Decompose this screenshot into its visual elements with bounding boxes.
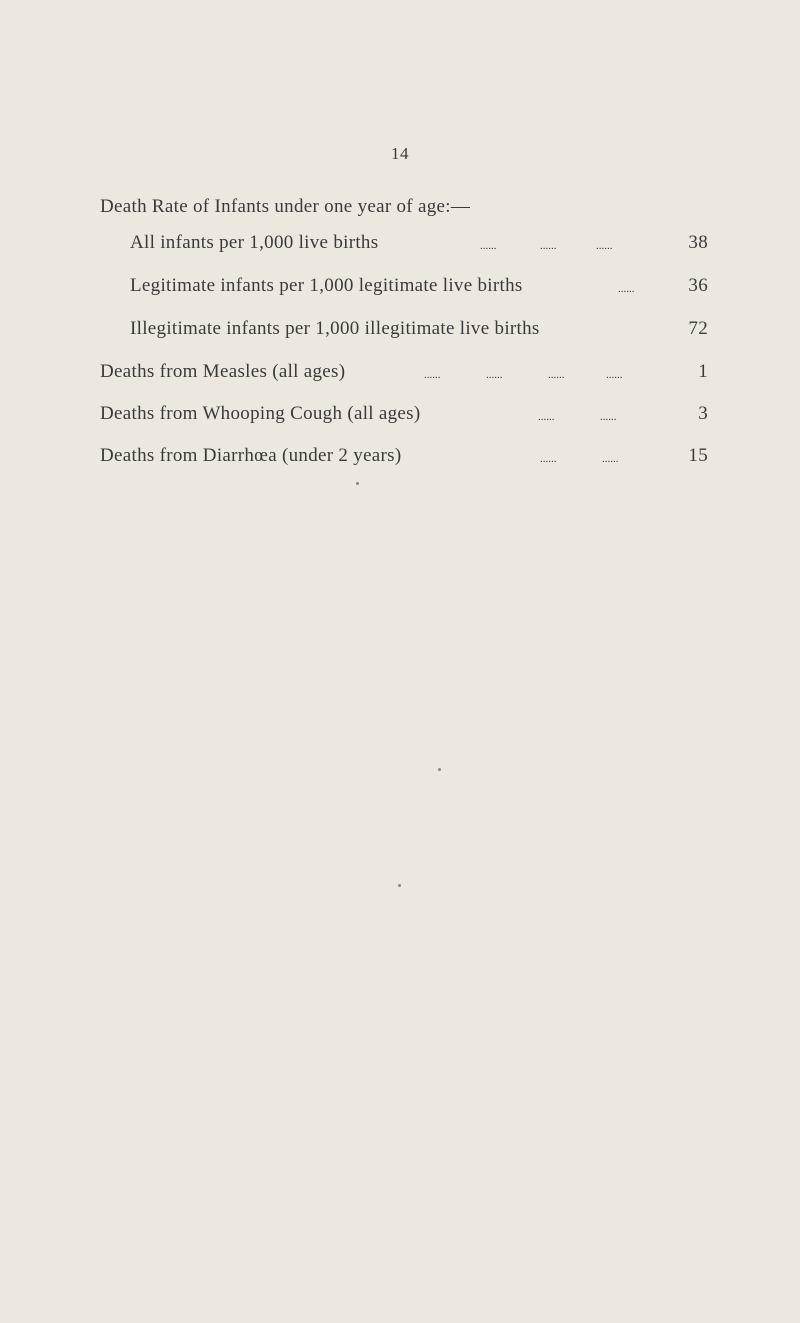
stat-label: Deaths from Measles (all ages): [100, 361, 346, 382]
section-heading: Death Rate of Infants under one year of age:—: [100, 196, 471, 217]
stat-row-all-infants: [0, 232, 800, 260]
stat-value: 72: [688, 318, 708, 339]
stat-value: 36: [688, 275, 708, 296]
leader-dots: ......: [480, 240, 497, 252]
stat-label: Illegitimate infants per 1,000 illegitimate live births: [130, 318, 540, 339]
stat-value: 3: [698, 403, 708, 424]
stat-row-measles: [0, 361, 800, 389]
stat-row-whooping-cough: [0, 403, 800, 431]
stat-label: Deaths from Diarrhœa (under 2 years): [100, 445, 402, 466]
stat-value: 1: [698, 361, 708, 382]
paper-speck: [356, 482, 359, 485]
leader-dots: ......: [538, 411, 555, 423]
leader-dots: ......: [424, 369, 441, 381]
stat-value: 15: [688, 445, 708, 466]
stat-row-diarrhoea: [0, 445, 800, 473]
stat-row-legitimate-infants: [0, 275, 800, 303]
leader-dots: ......: [540, 453, 557, 465]
stat-row-illegitimate-infants: [0, 318, 800, 346]
leader-dots: ......: [606, 369, 623, 381]
leader-dots: ......: [540, 240, 557, 252]
leader-dots: ......: [548, 369, 565, 381]
stat-label: Legitimate infants per 1,000 legitimate live births: [130, 275, 523, 296]
paper-speck: [398, 884, 401, 887]
stat-label: Deaths from Whooping Cough (all ages): [100, 403, 421, 424]
page-number: 14: [391, 144, 409, 163]
leader-dots: ......: [602, 453, 619, 465]
leader-dots: ......: [486, 369, 503, 381]
stat-value: 38: [688, 232, 708, 253]
stat-label: All infants per 1,000 live births: [130, 232, 379, 253]
leader-dots: ......: [596, 240, 613, 252]
leader-dots: ......: [600, 411, 617, 423]
paper-speck: [438, 768, 441, 771]
leader-dots: ......: [618, 283, 635, 295]
